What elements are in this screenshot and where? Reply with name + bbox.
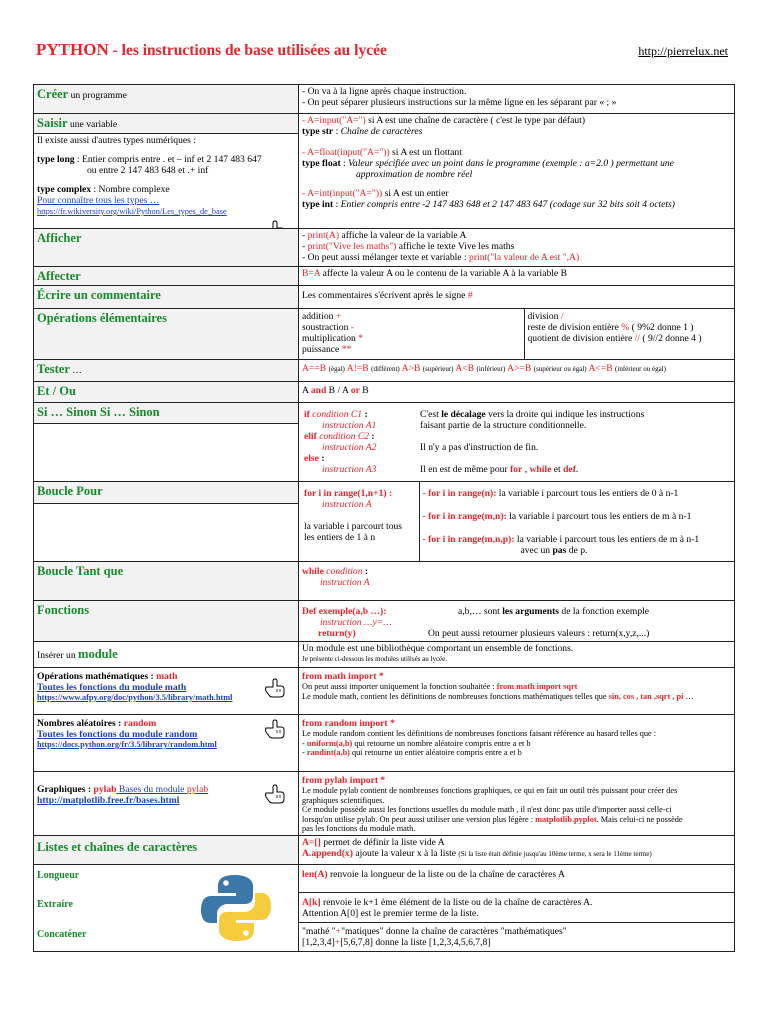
row-module xyxy=(34,642,735,668)
module-title: module xyxy=(78,647,118,661)
float-type-label: type float xyxy=(302,158,341,169)
listes-l2c: (Si la liste était définie jusqu'au 10ème terme, x sera le 11ème terme) xyxy=(458,850,652,858)
pylab-l2: graphiques scientifiques. xyxy=(302,795,385,805)
si-r4while: while xyxy=(529,464,552,475)
pour-r3-text: la variable i parcourt tous les entiers de m à n-1 xyxy=(514,534,700,545)
pour-desc1: la variable i parcourt tous xyxy=(304,521,403,532)
pylab-label: Graphiques : xyxy=(37,784,94,795)
pylab-url[interactable]: http://matplotlib.free.fr/bases.html xyxy=(37,795,180,806)
random-l2c: qui retourne un nombre aléatoire compris entre a et b xyxy=(352,738,531,748)
si-else: else xyxy=(304,453,319,464)
affecter-text: affecte la valeur A ou le contenu de la variable A à la variable B xyxy=(320,268,567,279)
si-r4a: Il en est de même pour xyxy=(420,464,511,475)
si-colon: : xyxy=(362,409,368,420)
row-etou xyxy=(34,382,735,403)
random-l2a: - xyxy=(302,738,307,748)
random-label: Nombres aléatoires : xyxy=(37,718,124,729)
row-pour xyxy=(34,482,735,504)
op-addition-sign: + xyxy=(335,311,342,322)
ak-code: A[k] xyxy=(302,897,321,908)
fonctions-multi: On peut aussi retourner plusieurs valeurs : return(x,y,z,...) xyxy=(428,628,650,639)
op-reste-sign: % xyxy=(621,322,630,333)
row-pylab xyxy=(34,772,735,836)
type-long-label: type long xyxy=(37,154,75,165)
tantque-while: while xyxy=(302,566,324,577)
tantque-cond: condition xyxy=(323,566,363,577)
pointing-hand-icon xyxy=(264,719,286,739)
row-operations xyxy=(34,309,735,360)
concat-c2plus: + xyxy=(334,937,341,948)
page-title xyxy=(36,40,387,60)
si-grid xyxy=(299,403,734,478)
test-op: A!=B xyxy=(346,363,369,374)
types-intro: Il existe aussi d'autres types numériques : xyxy=(37,135,196,146)
pylab-l1: Le module pylab contient de nombreuses fonctions graphiques, ce qui en fait un outil très puissant pour créer des xyxy=(302,786,678,795)
str-code: - A=input("A=") xyxy=(302,115,366,126)
str-type-text: Chaîne de caractères xyxy=(340,126,423,137)
si-a2: instruction A2 xyxy=(322,442,377,453)
math-code: from math import * xyxy=(302,671,384,682)
afficher-text1: affiche la valeur de la variable A xyxy=(339,230,467,241)
math-l2b: sin, cos , tan ,sqrt , pi xyxy=(608,691,684,701)
test-note: (égal) xyxy=(328,365,345,373)
afficher-title: Afficher xyxy=(37,231,82,245)
si-a3: instruction A3 xyxy=(322,464,377,475)
test-note: (différent) xyxy=(371,365,400,373)
listes-title: Listes et chaînes de caractères xyxy=(37,840,198,854)
fonctions-def: Def exemple(a,b …): xyxy=(302,606,387,617)
afficher-code1: print(A) xyxy=(307,230,340,241)
etou-title: Et / Ou xyxy=(37,384,76,398)
random-l3b: randint(a,b) xyxy=(306,748,350,758)
si-if: if xyxy=(304,409,310,420)
test-op: A<B xyxy=(455,363,475,374)
pylab-l4c: . Mais celui-ci ne possède xyxy=(596,814,683,824)
python-logo-icon xyxy=(200,873,272,943)
si-r4end: . xyxy=(575,464,579,475)
random-l3a: - xyxy=(302,748,307,758)
type-complex-label: type complex xyxy=(37,184,92,195)
si-r1a: C'est xyxy=(420,409,442,420)
pour-code: for i in range(1,n+1) : xyxy=(304,488,393,499)
concatener-label: Concaténer xyxy=(37,929,87,940)
row-si xyxy=(34,403,735,424)
op-puissance: puissance xyxy=(302,344,340,355)
ak-note: Attention A[0] est le premier terme de la liste. xyxy=(302,908,479,919)
afficher-text2: affiche le texte Vive les maths xyxy=(396,241,515,252)
op-division-sign: / xyxy=(560,311,564,322)
concat-c1a: "mathé " xyxy=(302,926,336,937)
math-l2c: … xyxy=(683,691,694,701)
len-text: renvoie la longueur de la liste ou de la chaîne de caractères A xyxy=(327,869,565,880)
random-l2b: uniform(a,b) xyxy=(306,738,353,748)
float-type-text: Valeur spécifiée avec un point dans le programme (exemple : a=2.0 ) permettant une xyxy=(348,158,674,169)
fonctions-args-b: les arguments xyxy=(502,606,560,617)
pour-r1-text: la variable i parcourt tous les entiers de 0 à n-1 xyxy=(496,488,679,499)
pylab-l4a: lorsqu'on utilise pylab. On peut aussi utiliser une version plus légère : xyxy=(302,814,536,824)
pour-desc2: les entiers de 1 à n xyxy=(304,532,376,543)
math-label: Opérations mathématiques : xyxy=(37,671,157,682)
str-type-label: type str xyxy=(302,126,334,137)
op-multiplication-sign: * xyxy=(358,333,364,344)
op-soustraction: soustraction xyxy=(302,322,349,333)
pour-r3-end: de p. xyxy=(566,545,588,556)
si-elif: elif xyxy=(304,431,317,442)
ak-text: renvoie le k+1 ème élément de la liste ou de la chaîne de caractères A. xyxy=(320,897,593,908)
saisir-title-rest: une variable xyxy=(67,119,118,130)
creer-title-rest: un programme xyxy=(68,90,127,101)
listes-l2a: A.append(x) xyxy=(302,848,353,859)
random-link-name[interactable]: random xyxy=(164,729,198,740)
si-r1c: vers la droite qui indique les instructions xyxy=(485,409,645,420)
listes-l2b: ajoute la valeur x à la liste xyxy=(352,848,459,859)
si-r2: faisant partie de la structure conditionnelle. xyxy=(420,420,587,431)
pour-r3-code: - for i in range(m,n,p): xyxy=(422,534,515,545)
random-l3c: qui retourne un entier aléatoire compris entre a et b xyxy=(349,748,522,758)
op-quotient-sign: // xyxy=(634,333,640,344)
int-text: si A est un entier xyxy=(382,188,449,199)
row-saisir: Saisir une variable - A=input("A=") si A est une chaîne de caractère ( c'est le type par défaut) type str : Chaîne de caractères - A=float(input("A=")) si A est un flottant type float : Valeur spécifiée avec un point dans le programme (exemple : a=2.0 ) permettant une approximation de nombre réel - A=int(input("A=")) si A est un entier type int : Entier compris entre -2 147 483 648 et 2 147 483 647 (codage sur 32 bits soit 4 octets) xyxy=(34,114,735,134)
si-r4sep: , xyxy=(522,464,530,475)
pour-r2-text: la variable i parcourt tous les entiers de m à n-1 xyxy=(506,511,692,522)
affecter-code: B=A xyxy=(302,268,321,279)
op-puissance-sign: ** xyxy=(341,344,352,355)
fonctions-title: Fonctions xyxy=(37,603,90,617)
tantque-instr: instruction A xyxy=(320,577,370,588)
test-note: (inférieur) xyxy=(476,365,506,373)
afficher-code2: print("Vive les maths") xyxy=(307,241,397,252)
type-long-text2: ou entre 2 147 483 648 et .+ inf xyxy=(87,165,209,176)
si-title: Si … Sinon Si … Sinon xyxy=(37,405,160,419)
fonctions-args-c: de la fonction exemple xyxy=(559,606,650,617)
type-complex-text: : Nombre complexe xyxy=(91,184,170,195)
si-r4for: for xyxy=(510,464,523,475)
pylab-link-name[interactable]: pylab xyxy=(186,784,209,795)
etou-c: B xyxy=(359,385,369,396)
si-r3: Il n'y a pas d'instruction de fin. xyxy=(420,442,539,453)
random-name: random xyxy=(123,718,157,729)
random-code: from random import * xyxy=(302,718,395,729)
test-note: (inférieur ou égal) xyxy=(615,365,666,373)
site-link[interactable]: http://pierrelux.net xyxy=(638,44,728,58)
module-note: Je présente ci-dessous les modules utilisés au lycée. xyxy=(302,655,448,663)
op-reste: reste de division entière xyxy=(527,322,619,333)
listes-l1a: A=[] xyxy=(302,837,321,848)
row-tester xyxy=(34,360,735,382)
si-c1: condition C1 xyxy=(309,409,363,420)
float-code: - A=float(input("A=")) xyxy=(302,147,390,158)
row-random xyxy=(34,715,735,772)
si-r1b: le décalage xyxy=(441,409,486,420)
row-listes xyxy=(34,836,735,865)
pylab-name: pylab xyxy=(93,784,117,795)
op-division: division xyxy=(527,311,559,322)
op-soustraction-sign: - xyxy=(350,322,354,333)
pour-instr: instruction A xyxy=(322,499,372,510)
pour-grid xyxy=(299,482,734,561)
pylab-l4b: matplotlib.pyplot xyxy=(535,814,597,824)
test-note: (supérieur) xyxy=(422,365,454,373)
tantque-title: Boucle Tant que xyxy=(37,564,124,578)
test-op: A==B xyxy=(302,363,327,374)
pour-title: Boucle Pour xyxy=(37,484,103,498)
test-op: A<=B xyxy=(588,363,613,374)
pour-r1-code: - for i in range(n): xyxy=(422,488,497,499)
row-tantque xyxy=(34,562,735,601)
fonctions-instr: instruction …y=… xyxy=(320,617,392,628)
types-link[interactable]: Pour connaître tous les types … xyxy=(37,195,160,206)
module-title-pre: Insérer un xyxy=(37,650,79,661)
commentaire-sign: # xyxy=(467,290,473,301)
math-l1b: from math import sqrt xyxy=(496,682,578,691)
concat-c2a: [1,2,3,4] xyxy=(302,937,335,948)
fonctions-args-a: a,b,… sont xyxy=(458,606,503,617)
etou-b: B / A xyxy=(326,385,351,396)
type-long-text: : Entier compris entre . et – inf et 2 147 483 647 xyxy=(74,154,262,165)
afficher-text3: - On peut aussi mélanger texte et variable : xyxy=(302,252,470,263)
longueur-label: Longueur xyxy=(37,870,80,881)
tester-title-rest: … xyxy=(69,365,82,376)
concat-c2b: [5,6,7,8] donne la liste [1,2,3,4,5,6,7,8] xyxy=(340,937,491,948)
int-type-label: type int xyxy=(302,199,334,210)
pylab-link-pre[interactable]: Bases du module xyxy=(116,784,187,795)
row-commentaire xyxy=(34,286,735,309)
pour-r3-pas: pas xyxy=(552,545,567,556)
si-colon: : xyxy=(369,431,375,442)
listes-l1b: permet de définir la liste vide A xyxy=(320,837,445,848)
str-text: si A est une chaîne de caractère ( c'est le type par défaut) xyxy=(365,115,586,126)
reference-table xyxy=(33,84,735,952)
math-l2a: Le module math, contient les définitions de nombreuses fonctions mathématiques telles que xyxy=(302,691,609,701)
title-python: PYTHON xyxy=(36,40,109,59)
etou-a: A xyxy=(302,385,311,396)
pour-r2-code: - for i in range(m,n): xyxy=(422,511,507,522)
fonctions-return: return(y) xyxy=(318,628,356,639)
row-afficher: Afficher - print(A) affiche la valeur de la variable A - print("Vive les maths") affiche le texte Vive les maths - On peut aussi mélanger texte et variable : print("la valeur de A est ",A) xyxy=(34,229,735,267)
row-math xyxy=(34,668,735,715)
creer-line1: - On va à la ligne après chaque instruction. xyxy=(302,86,467,97)
pointing-hand-icon xyxy=(264,220,286,229)
commentaire-title: Écrire un commentaire xyxy=(37,288,161,302)
math-name: math xyxy=(156,671,178,682)
afficher-code3: print("la valeur de A est ",A) xyxy=(469,252,580,263)
affecter-title: Affecter xyxy=(37,269,81,283)
row-fonctions xyxy=(34,601,735,642)
float-type-text2: approximation de nombre réel xyxy=(356,169,473,180)
test-op: A>B xyxy=(401,363,421,374)
si-colon: : xyxy=(318,453,325,464)
op-quotient: quotient de division entière xyxy=(527,333,633,344)
op-quotient-ex: ( 9//2 donne 4 ) xyxy=(639,333,702,344)
math-link-pre[interactable]: Toutes les fonctions du module xyxy=(37,682,165,693)
float-text: si A est un flottant xyxy=(389,147,462,158)
types-url[interactable]: https://fr.wikiversity.org/wiki/Python/Les_types_de_base xyxy=(37,207,227,216)
etou-or: or xyxy=(350,385,360,396)
tester-title: Tester xyxy=(37,362,70,376)
pointing-hand-icon xyxy=(264,678,286,698)
row-longueur xyxy=(34,865,735,893)
random-l1: Le module random contient les définitions de nombreuses fonctions faisant référence au hasard telles que : xyxy=(302,729,657,738)
pour-r3-text2: avec un xyxy=(520,545,553,556)
concat-c1plus: + xyxy=(335,926,342,937)
random-link-pre[interactable]: Toutes les fonctions du module xyxy=(37,729,165,740)
pointing-hand-icon xyxy=(264,784,286,804)
si-r4def: def xyxy=(563,464,576,475)
test-note: (supérieur ou égal) xyxy=(533,365,587,373)
saisir-title: Saisir xyxy=(37,116,68,130)
test-op: A>=B xyxy=(507,363,532,374)
operations-title: Opérations élémentaires xyxy=(37,311,167,325)
random-url[interactable]: https://docs.python.org/fr/3.5/library/random.html xyxy=(37,740,217,749)
tantque-colon: : xyxy=(362,566,369,577)
op-reste-ex: ( 9%2 donne 1 ) xyxy=(629,322,694,333)
int-type-text: Entier compris entre -2 147 483 648 et 2 147 483 647 (codage sur 32 bits soit 4 octets) xyxy=(340,199,675,210)
pylab-code: from pylab import * xyxy=(302,775,386,786)
row-creer xyxy=(34,85,735,114)
etou-and: and xyxy=(310,385,327,396)
math-link-name[interactable]: math xyxy=(164,682,187,693)
extraire-label: Extraire xyxy=(37,899,73,910)
operations-grid xyxy=(299,309,734,359)
pylab-l5: pas les fonctions du module math. xyxy=(302,824,416,834)
commentaire-text: Les commentaires s'écrivent après le signe xyxy=(302,290,468,301)
math-url[interactable]: https://www.afpy.org/doc/python/3.5/library/math.html xyxy=(37,693,233,702)
concat-c1b: "matiques" donne la chaîne de caractères "mathématiques" xyxy=(341,926,567,937)
creer-line2: - On peut séparer plusieurs instructions sur la même ligne en les séparant par « ; » xyxy=(302,97,617,108)
op-addition: addition xyxy=(302,311,334,322)
int-code: - A=int(input("A=")) xyxy=(302,188,383,199)
module-def: Un module est une bibliothèque comportant un ensemble de fonctions. xyxy=(302,643,574,654)
si-c2: condition C2 xyxy=(316,431,370,442)
op-multiplication: multiplication xyxy=(302,333,356,344)
len-code: len(A) xyxy=(302,869,328,880)
title-rest: - les instructions de base utilisées au lycée xyxy=(108,42,387,59)
row-affecter xyxy=(34,267,735,286)
si-r4et: et xyxy=(551,464,564,475)
creer-title: Créer xyxy=(37,87,69,101)
pylab-l3: Ce module possède aussi les fonctions usuelles du module math , il n'est donc pas utile d'importer aussi celle-ci xyxy=(302,805,672,815)
math-l1a: On peut aussi importer uniquement la fonction souhaitée : xyxy=(302,682,497,691)
si-a1: instruction A1 xyxy=(322,420,377,431)
